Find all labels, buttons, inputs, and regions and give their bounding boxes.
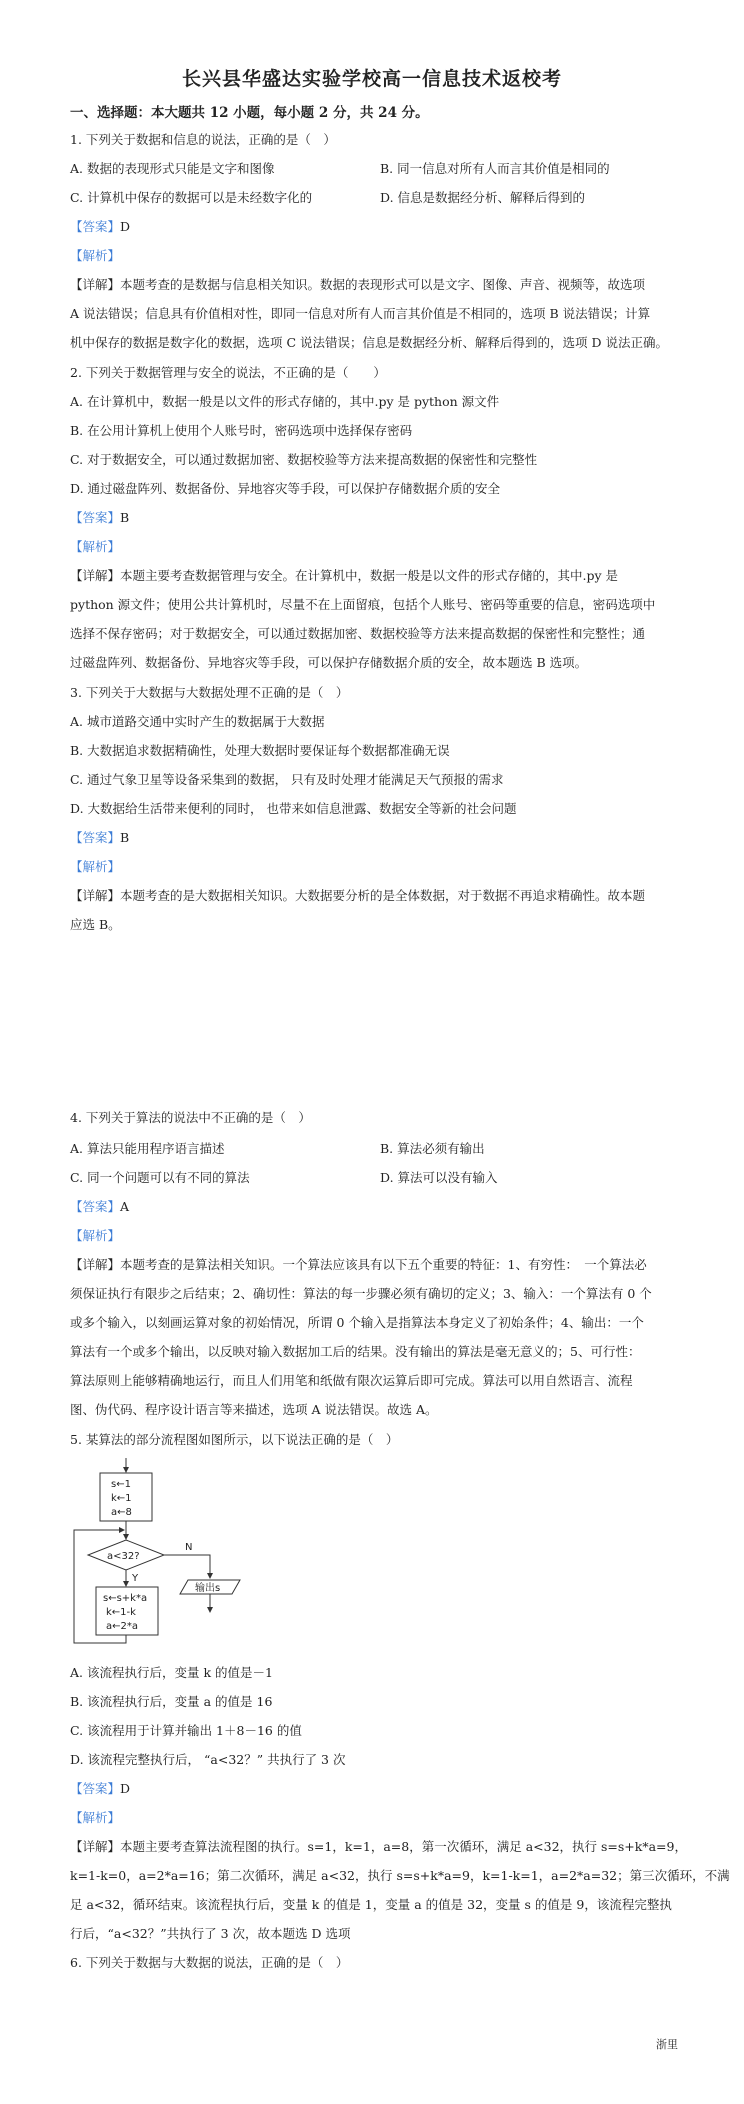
body-line: k←1-k [106,1607,136,1618]
detail-line: 【详解】本题考查的是大数据相关知识。大数据要分析的是全体数据，对于数据不再追求精确性。故本题 [70,888,646,903]
analysis-line: 【解析】 [70,539,121,554]
option-a: A. 数据的表现形式只能是文字和图像 [70,161,275,176]
body-line: a←2*a [106,1621,138,1632]
option-a: A. 该流程执行后，变量 k 的值是－1 [70,1665,273,1680]
option-c: C. 该流程用于计算并输出 1＋8－16 的值 [70,1723,302,1738]
option-b: B. 大数据追求数据精确性，处理大数据时要保证每个数据都准确无误 [70,743,450,758]
output-text: 输出s [195,1583,221,1594]
yes-label: Y [132,1573,139,1584]
question-stem: 2. 下列关于数据管理与安全的说法，不正确的是（ ） [70,365,386,380]
answer-line: 【答案】B [70,510,130,525]
answer-tag: 答案 [82,219,108,234]
analysis-tag: 解析 [82,539,108,554]
answer-tag: 答案 [82,510,108,525]
detail-line: 足 a<32，循环结束。该流程执行后，变量 k 的值是 1，变量 a 的值是 32，变量 s 的值是 9，该流程完整执 [70,1897,672,1912]
answer-value: D [120,219,131,234]
analysis-line: 【解析】 [70,1810,121,1825]
option-b: B. 算法必须有输出 [380,1141,485,1156]
flowchart [66,1456,266,1652]
detail-line: 算法有一个或多个输出，以反映对输入数据加工后的结果。没有输出的算法是毫无意义的；5、可行性： [70,1344,641,1359]
option-b: B. 同一信息对所有人而言其价值是相同的 [380,161,610,176]
answer-line: 【答案】D [70,1781,131,1796]
detail-line: 须保证执行有限步之后结束；2、确切性：算法的每一步骤必须有确切的定义；3、输入：一个算法有 0 个 [70,1286,652,1301]
detail-line: python 源文件；使用公共计算机时，尽量不在上面留痕，包括个人账号、密码等重要的信息，密码选项中 [70,597,656,612]
question-stem: 5. 某算法的部分流程图如图所示，以下说法正确的是（ ） [70,1432,399,1447]
option-d: D. 大数据给生活带来便利的同时， 也带来如信息泄露、数据安全等新的社会问题 [70,801,517,816]
option-c: C. 通过气象卫星等设备采集到的数据， 只有及时处理才能满足天气预报的需求 [70,772,504,787]
condition-text: a<32? [107,1551,140,1562]
analysis-tag: 解析 [82,1810,108,1825]
detail-line: 应选 B。 [70,917,121,932]
answer-line: 【答案】D [70,219,131,234]
page-title: 长兴县华盛达实验学校高一信息技术返校考 [181,68,562,90]
answer-tag: 答案 [82,1781,108,1796]
detail-line: 机中保存的数据是数字化的数据，选项 C 说法错误；信息是数据经分析、解释后得到的，选项 D 说法正确。 [70,335,668,350]
question-stem: 6. 下列关于数据与大数据的说法，正确的是（ ） [70,1955,349,1970]
detail-line: k=1-k=0，a=2*a=16；第二次循环，满足 a<32，执行 s=s+k*a=9，k=1-k=1，a=2*a=32；第三次循环，不满 [70,1868,730,1883]
init-line: a←8 [111,1507,132,1518]
no-label: N [185,1542,193,1553]
answer-value: D [120,1781,131,1796]
init-line: s←1 [111,1479,131,1490]
analysis-tag: 解析 [82,859,108,874]
option-b: B. 在公用计算机上使用个人账号时，密码选项中选择保存密码 [70,423,413,438]
detail-line: 行后，“a<32？”共执行了 3 次，故本题选 D 选项 [70,1926,351,1941]
option-c: C. 计算机中保存的数据可以是未经数字化的 [70,190,313,205]
detail-line: 或多个输入，以刻画运算对象的初始情况，所谓 0 个输入是指算法本身定义了初始条件；4、输出：一个 [70,1315,644,1330]
detail-line: 【详解】本题考查的是数据与信息相关知识。数据的表现形式可以是文字、图像、声音、视频等，故选项 [70,277,646,292]
option-d: D. 通过磁盘阵列、数据备份、异地容灾等手段，可以保护存储数据介质的安全 [70,481,501,496]
option-c: C. 同一个问题可以有不同的算法 [70,1170,250,1185]
detail-line: 算法原则上能够精确地运行，而且人们用笔和纸做有限次运算后即可完成。算法可以用自然语言、流程 [70,1373,633,1388]
option-c: C. 对于数据安全，可以通过数据加密、数据校验等方法来提高数据的保密性和完整性 [70,452,538,467]
answer-line: 【答案】A [70,1199,130,1214]
question-stem: 4. 下列关于算法的说法中不正确的是（ ） [70,1110,311,1125]
section-heading: 一、选择题：本大题共 12 小题，每小题 2 分，共 24 分。 [70,105,429,121]
answer-value: B [120,510,130,525]
detail-line: 【详解】本题主要考查算法流程图的执行。s=1，k=1，a=8，第一次循环，满足 a<32，执行 s=s+k*a=9， [70,1839,687,1854]
detail-line: 选择不保存密码；对于数据安全，可以通过数据加密、数据校验等方法来提高数据的保密性和完整性；通 [70,626,646,641]
detail-line: 图、伪代码、程序设计语言等来描述，选项 A 说法错误。故选 A。 [70,1402,438,1417]
analysis-tag: 解析 [82,248,108,263]
answer-line: 【答案】B [70,830,130,845]
footer-mark: 浙里 [656,2038,678,2051]
detail-line: 【详解】本题考查的是算法相关知识。一个算法应该具有以下五个重要的特征：1、有穷性： 一个算法必 [70,1257,647,1272]
option-d: D. 该流程完整执行后， “a<32？” 共执行了 3 次 [70,1752,346,1767]
answer-value: A [120,1199,130,1214]
detail-line: A 说法错误；信息具有价值相对性，即同一信息对所有人而言其价值是不相同的，选项 B 说法错误；计算 [70,306,651,321]
question-stem: 3. 下列关于大数据与大数据处理不正确的是（ ） [70,685,349,700]
option-a: A. 城市道路交通中实时产生的数据属于大数据 [70,714,325,729]
option-a: A. 算法只能用程序语言描述 [70,1141,225,1156]
option-d: D. 信息是数据经分析、解释后得到的 [380,190,586,205]
detail-line: 【详解】本题主要考查数据管理与安全。在计算机中，数据一般是以文件的形式存储的，其中.py 是 [70,568,619,583]
analysis-line: 【解析】 [70,859,121,874]
init-line: k←1 [111,1493,132,1504]
option-d: D. 算法可以没有输入 [380,1170,498,1185]
body-line: s←s+k*a [103,1593,148,1604]
option-b: B. 该流程执行后，变量 a 的值是 16 [70,1694,273,1709]
answer-tag: 答案 [82,830,108,845]
analysis-line: 【解析】 [70,248,121,263]
question-stem: 1. 下列关于数据和信息的说法，正确的是（ ） [70,132,336,147]
answer-value: B [120,830,130,845]
analysis-tag: 解析 [82,1228,108,1243]
detail-line: 过磁盘阵列、数据备份、异地容灾等手段，可以保护存储数据介质的安全，故本题选 B 选项。 [70,655,588,670]
option-a: A. 在计算机中，数据一般是以文件的形式存储的，其中.py 是 python 源文件 [70,394,500,409]
analysis-line: 【解析】 [70,1228,121,1243]
answer-tag: 答案 [82,1199,108,1214]
